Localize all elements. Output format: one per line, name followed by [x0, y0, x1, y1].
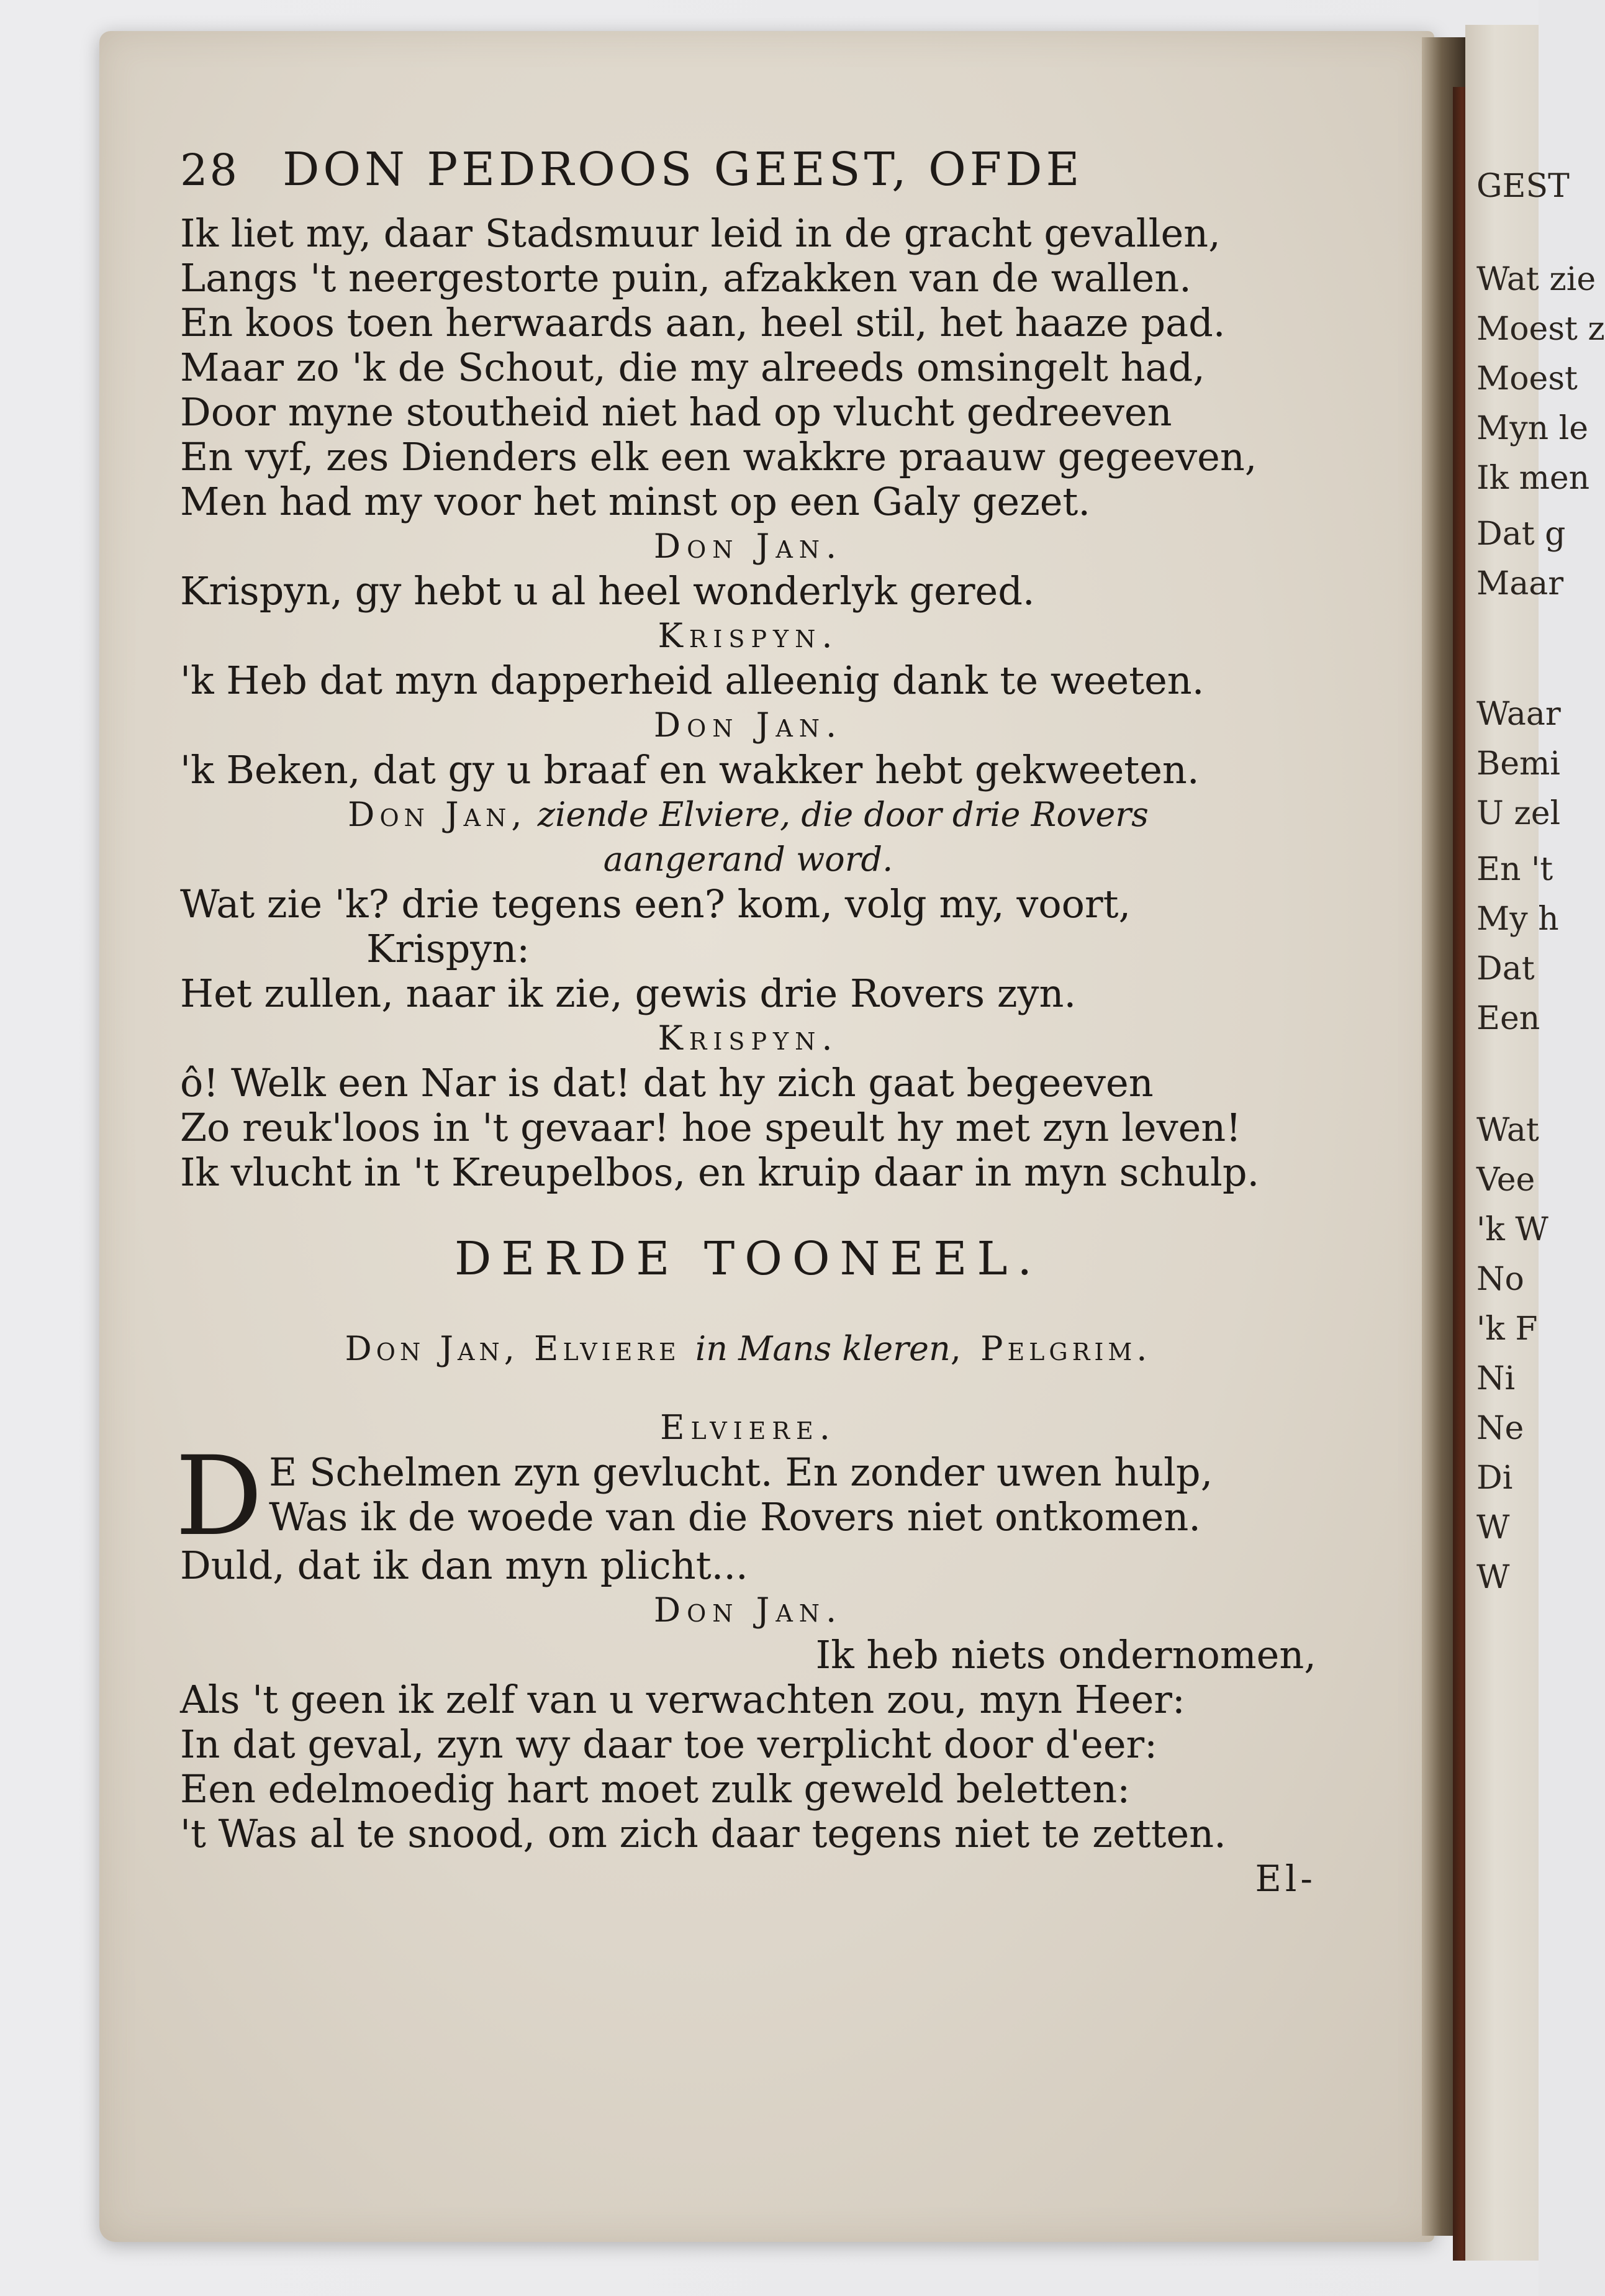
stage-direction — [180, 792, 1316, 837]
verse-line: Zo reuk'loos in 't gevaar! hoe speult hy met zyn leven! — [180, 1105, 1242, 1150]
verse-line: Een edelmoedig hart moet zulk geweld beletten: — [180, 1766, 1131, 1812]
facing-page-fragment: 'k F — [1476, 1310, 1538, 1348]
speaker-name: Don Jan. — [653, 706, 843, 745]
verse-line: Men had my voor het minst op een Galy gezet. — [180, 479, 1091, 524]
facing-page-fragment: En 't — [1476, 851, 1553, 888]
facing-page-fragment: 'k W — [1476, 1211, 1548, 1248]
facing-page-fragment: Myn le — [1476, 410, 1589, 447]
facing-page-fragment: GEST — [1476, 168, 1570, 205]
speaker-name: Elviere. — [660, 1408, 836, 1447]
running-title: DON PEDROOS GEEST, OFDE — [283, 143, 1083, 196]
verse-block-4 — [180, 1677, 1316, 1856]
verse-line: Door myne stoutheid niet had op vlucht gedreeven — [180, 389, 1172, 435]
verse-line: E Schelmen zyn gevlucht. En zonder uwen hulp, — [269, 1450, 1213, 1495]
facing-page-fragment: W — [1476, 1559, 1510, 1596]
facing-page-fragment: Ni — [1476, 1360, 1516, 1397]
facing-page-fragment: Waar — [1476, 696, 1561, 733]
facing-page-fragment: Wat — [1476, 1112, 1539, 1149]
verse-line: Langs 't neergestorte puin, afzakken van de wallen. — [180, 255, 1191, 301]
verse-line: In dat geval, zyn wy daar toe verplicht door d'eer: — [180, 1722, 1158, 1767]
page-number: 28 — [180, 145, 240, 196]
speaker-name: Krispyn. — [658, 616, 839, 655]
verse-line: Was ik de woede van die Rovers niet ontkomen. — [269, 1494, 1201, 1540]
verse-line: Ik heb niets ondernomen, — [815, 1632, 1316, 1677]
facing-page-fragment: Maar — [1476, 565, 1564, 602]
verse-line: Als 't geen ik zelf van u verwachten zou, myn Heer: — [180, 1677, 1185, 1722]
verse-line: Duld, dat ik dan myn plicht... — [180, 1543, 748, 1588]
facing-page-fragment: No — [1476, 1261, 1524, 1298]
scene-title: DERDE TOONEEL. — [454, 1232, 1042, 1286]
facing-page-fragment: Dat g — [1476, 515, 1566, 553]
page-text — [175, 143, 1316, 1901]
verse-line: 'k Heb dat myn dapperheid alleenig dank te weeten. — [180, 658, 1205, 703]
facing-page-fragment: Ik men — [1476, 460, 1590, 497]
verse-block-3 — [175, 1433, 1316, 1588]
facing-page-fragment: Moest — [1476, 360, 1578, 397]
verse-block-1 — [180, 211, 1316, 524]
verse-line: Ik liet my, daar Stadsmuur leid in de gracht gevallen, — [180, 211, 1221, 256]
facing-page-fragment: U zel — [1476, 795, 1561, 832]
verse-line: Wat zie 'k? drie tegens een? kom, volg my, voort, — [180, 881, 1131, 927]
speaker-name: Don Jan. — [653, 527, 843, 566]
facing-page-fragment: Vee — [1476, 1161, 1535, 1199]
facing-page-fragment: W — [1476, 1509, 1510, 1546]
verse-line: 'k Beken, dat gy u braaf en wakker hebt gekweeten. — [180, 747, 1200, 792]
cast-names-end: , Pelgrim. — [950, 1329, 1152, 1368]
verse-line: En vyf, zes Dienders elk een wakkre praauw gegeeven, — [180, 434, 1257, 479]
speaker-name: Don Jan. — [653, 1590, 843, 1630]
verse-line: Maar zo 'k de Schout, die my alreeds omsingelt had, — [180, 345, 1205, 390]
cast-note: in Mans kleren — [695, 1329, 951, 1368]
running-header — [180, 143, 1316, 211]
verse-line: Krispyn, gy hebt u al heel wonderlyk gered. — [180, 568, 1035, 614]
stage-speaker: Don Jan, — [348, 795, 527, 834]
verse-block-2 — [180, 1061, 1316, 1195]
facing-page-fragment: Wat zie — [1476, 261, 1596, 298]
facing-page-fragment: Dat — [1476, 950, 1535, 987]
verse-line: En koos toen herwaards aan, heel stil, het haaze pad. — [180, 300, 1226, 345]
stage-direction-cont: aangerand word. — [603, 840, 893, 879]
facing-page-fragment: Ne — [1476, 1410, 1524, 1447]
speaker-name: Krispyn. — [658, 1019, 839, 1058]
facing-page-fragment: Een — [1476, 1000, 1540, 1037]
verse-line: Het zullen, naar ik zie, gewis drie Rovers zyn. — [180, 971, 1077, 1016]
verse-line: ô! Welk een Nar is dat! dat hy zich gaat begeeven — [180, 1060, 1154, 1105]
facing-page-edge — [1465, 25, 1605, 2261]
stage-direction-text: ziende Elviere, die door drie Rovers — [537, 795, 1149, 834]
verse-line: Ik vlucht in 't Kreupelbos, en kruip daar in myn schulp. — [180, 1150, 1260, 1195]
facing-page-fragment: My h — [1476, 901, 1559, 938]
verse-line: Krispyn: — [366, 926, 530, 971]
catchword: El- — [1255, 1858, 1316, 1900]
verse-line: 't Was al te snood, om zich daar tegens niet te zetten. — [180, 1811, 1226, 1856]
drop-capital: D — [175, 1433, 263, 1560]
cast-names: Don Jan, Elviere — [345, 1329, 680, 1368]
facing-page-fragment: Di — [1476, 1459, 1513, 1497]
facing-page-fragment: Moest z — [1476, 311, 1605, 348]
facing-page-fragment: Bemi — [1476, 745, 1560, 783]
cast-list — [180, 1329, 1316, 1368]
